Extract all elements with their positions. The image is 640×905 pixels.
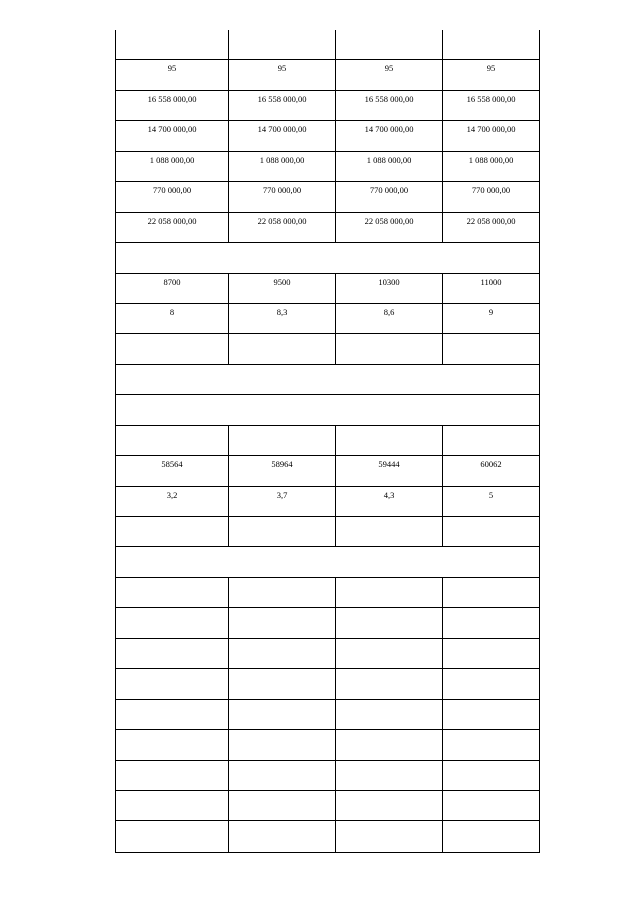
table-cell [443,700,539,729]
table-cell: 95 [486,63,496,74]
table-cell [336,669,443,698]
table-cell: 1 088 000,00 [336,152,443,181]
table-row [116,121,539,151]
table-cell: 8 [116,304,229,333]
table-row [116,91,539,121]
table-cell: 4,3 [336,487,443,516]
table-section-row [116,243,539,273]
table-cell: 16 558 000,00 [336,91,443,120]
table-row [116,274,539,304]
table-cell [116,30,229,59]
table-cell [116,365,539,394]
data-table [115,30,540,853]
table-cell [116,730,229,759]
table-row [116,334,539,364]
table-cell: 22 058 000,00 [116,213,229,242]
table-cell [229,821,336,851]
table-cell: 14 700 000,00 [229,121,336,150]
table-cell [116,426,229,455]
table-cell [443,334,539,363]
table-row [116,30,539,60]
table-cell [443,517,539,546]
table-cell [443,669,539,698]
table-cell [443,578,539,607]
table-cell [443,761,539,790]
table-cell [229,334,336,363]
table-cell [229,639,336,668]
table-cell [116,334,229,363]
table-row [116,761,539,791]
table-cell [336,730,443,759]
table-cell: 8700 [116,274,229,303]
table-cell [116,791,229,820]
table-cell: 95 [116,60,229,89]
table-row [116,669,539,699]
table-cell [443,730,539,759]
table-cell [229,426,336,455]
table-cell: 22 058 000,00 [336,213,443,242]
table-cell [116,761,229,790]
table-cell [443,426,539,455]
table-row [116,182,539,212]
table-cell [116,700,229,729]
table-cell: 1 088 000,00 [116,152,229,181]
table-cell: 59444 [336,456,443,485]
table-cell: 8,6 [336,304,443,333]
table-cell: 14 700 000,00 [466,124,516,135]
table-cell: 95 [336,60,443,89]
table-row [116,213,539,243]
table-cell: 5 [488,489,494,500]
table-section-row [116,547,539,577]
table-row [116,426,539,456]
table-cell [229,30,336,59]
table-cell [443,608,539,637]
table-cell: 770 000,00 [116,182,229,211]
table-cell [443,639,539,668]
table-cell: 1 088 000,00 [468,154,514,165]
table-cell [116,669,229,698]
table-cell: 8,3 [229,304,336,333]
table-cell [229,700,336,729]
table-cell [229,608,336,637]
table-cell [336,30,443,59]
table-cell [336,700,443,729]
table-cell [336,791,443,820]
table-cell [116,639,229,668]
table-cell [336,334,443,363]
table-cell: 22 058 000,00 [466,215,516,226]
table-cell: 9500 [229,274,336,303]
table-row [116,517,539,547]
table-row [116,608,539,638]
table-cell: 60062 [480,459,502,470]
table-cell [116,608,229,637]
table-cell: 770 000,00 [471,185,511,196]
table-cell [116,243,539,272]
table-cell [229,791,336,820]
table-cell [443,791,539,820]
table-cell [443,30,539,59]
table-cell [336,426,443,455]
table-cell: 16 558 000,00 [466,93,516,104]
table-cell [336,639,443,668]
table-row [116,639,539,669]
table-cell [336,517,443,546]
table-cell: 770 000,00 [336,182,443,211]
table-cell [116,547,539,576]
table-cell [229,669,336,698]
table-cell [116,517,229,546]
table-row [116,730,539,760]
table-cell: 770 000,00 [229,182,336,211]
table-row [116,152,539,182]
table-cell [116,821,229,851]
table-cell: 3,7 [229,487,336,516]
table-cell: 58564 [116,456,229,485]
table-cell: 9 [488,306,494,317]
table-row [116,821,539,851]
table-cell: 16 558 000,00 [229,91,336,120]
table-cell [336,761,443,790]
table-row [116,456,539,486]
table-cell [443,821,539,851]
table-section-row [116,365,539,395]
table-cell [116,395,539,424]
table-cell: 14 700 000,00 [116,121,229,150]
table-section-row [116,395,539,425]
table-cell: 58964 [229,456,336,485]
table-cell: 11000 [480,276,502,287]
table-cell: 3,2 [116,487,229,516]
table-row [116,791,539,821]
table-cell: 95 [229,60,336,89]
table-row [116,60,539,90]
table-row [116,578,539,608]
table-cell: 1 088 000,00 [229,152,336,181]
table-cell: 14 700 000,00 [336,121,443,150]
table-cell [229,578,336,607]
table-row [116,700,539,730]
table-cell: 16 558 000,00 [116,91,229,120]
table-row [116,304,539,334]
table-cell: 22 058 000,00 [229,213,336,242]
table-cell [116,578,229,607]
table-cell: 10300 [336,274,443,303]
table-cell [229,517,336,546]
table-cell [336,821,443,851]
table-cell [229,730,336,759]
table-cell [229,761,336,790]
table-cell [336,578,443,607]
table-row [116,487,539,517]
table-cell [336,608,443,637]
